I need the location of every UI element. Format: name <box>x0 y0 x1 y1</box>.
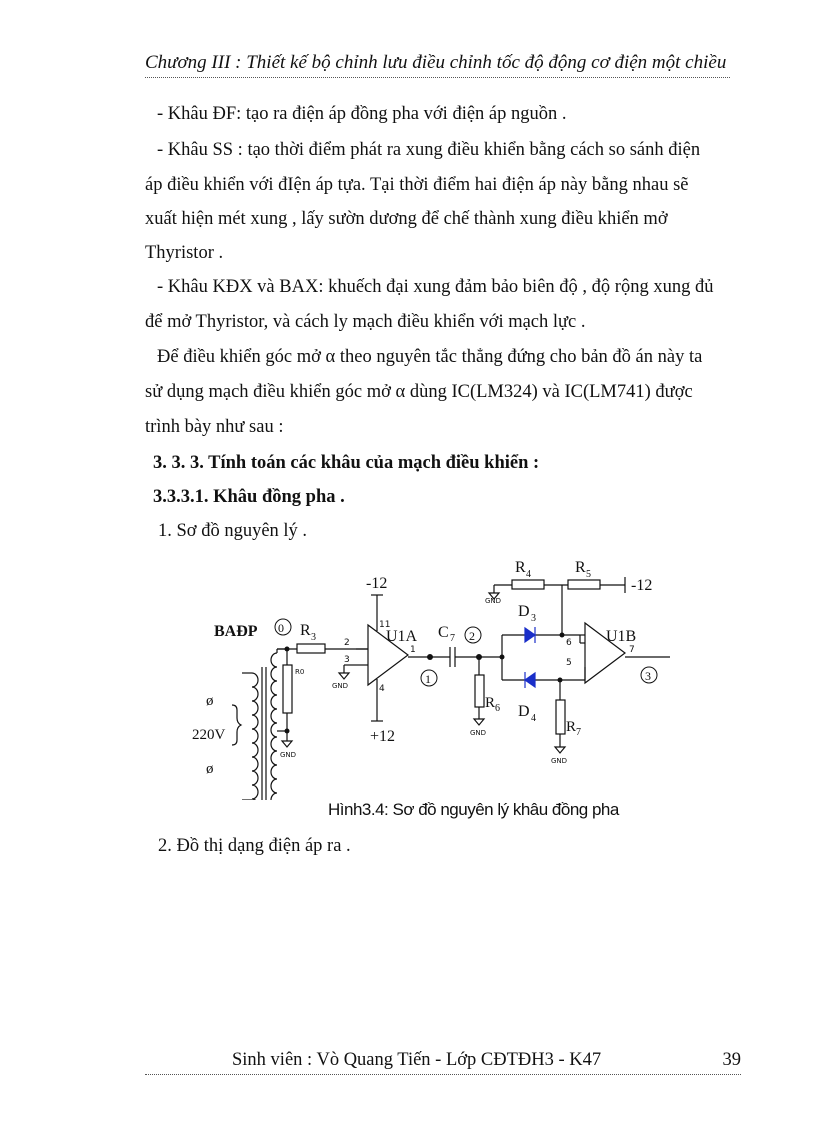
list-item: 2. Đồ thị dạng điện áp ra . <box>158 836 351 856</box>
d4-subscript: 4 <box>531 713 536 724</box>
node-2-label: 2 <box>469 629 475 643</box>
gnd-label: GND <box>280 751 297 759</box>
positive-supply-label: +12 <box>370 728 396 745</box>
r0-label: R0 <box>295 668 305 676</box>
r3-subscript: 3 <box>311 632 316 643</box>
pin-label: 4 <box>379 684 385 694</box>
gnd-label: GND <box>551 757 568 765</box>
ground-symbol-r6 <box>474 719 484 725</box>
paragraph-line: - Khâu ĐF: tạo ra điện áp đồng pha với điện áp nguồn . <box>157 104 567 124</box>
resistor-r4 <box>512 580 544 589</box>
r7-subscript: 7 <box>576 727 581 738</box>
u1a-label: U1A <box>386 628 418 645</box>
node-1-label: 1 <box>425 672 431 686</box>
ground-symbol-u1a <box>339 673 349 679</box>
paragraph-line: xuất hiện mét xung , lấy sườn dương để chế thành xung điều khiển mở <box>145 209 668 229</box>
phase-sync-circuit-diagram <box>180 555 690 800</box>
node-3-label: 3 <box>645 669 651 683</box>
pin-label: 7 <box>629 645 635 655</box>
resistor-r5 <box>568 580 600 589</box>
pin-label: 1 <box>410 645 416 655</box>
pin-label: 3 <box>344 655 350 665</box>
resistor-r0 <box>283 665 292 713</box>
phase-bottom-symbol: ø <box>206 761 214 777</box>
paragraph-line: Để điều khiển góc mở α theo nguyên tắc thẳng đứng cho bản đồ án này ta <box>157 347 703 367</box>
diode-d3 <box>525 628 535 642</box>
pin-label: 5 <box>566 658 572 668</box>
resistor-r7 <box>556 700 565 734</box>
r4-subscript: 4 <box>526 569 531 580</box>
gnd-label: GND <box>470 729 487 737</box>
r6-subscript: 6 <box>495 703 500 714</box>
phase-top-symbol: ø <box>206 693 214 709</box>
r4-label: R <box>515 559 526 576</box>
transformer-primary-coil <box>252 673 258 800</box>
d3-subscript: 3 <box>531 613 536 624</box>
subsection-heading: 3.3.3.1. Khâu đồng pha . <box>153 487 345 507</box>
paragraph-line: sử dụng mạch điều khiển góc mở α dùng IC(LM324) và IC(LM741) được <box>145 382 693 402</box>
paragraph-line: Thyristor . <box>145 243 224 263</box>
paragraph-line: áp điều khiển với đIện áp tựa. Tại thời điểm hai điện áp này bằng nhau sẽ <box>145 175 689 195</box>
r6-label: R <box>485 695 496 711</box>
section-heading: 3. 3. 3. Tính toán các khâu của mạch điều khiển : <box>153 453 540 473</box>
voltage-label: 220V <box>192 727 226 743</box>
page-header: Chương III : Thiết kế bộ chỉnh lưu điều chỉnh tốc độ động cơ điện một chiều <box>145 52 730 78</box>
r7-label: R <box>566 719 577 735</box>
gnd-label: GND <box>485 597 502 605</box>
resistor-r3 <box>297 644 325 653</box>
pin-label: 6 <box>566 638 572 648</box>
resistor-r6 <box>475 675 484 707</box>
negative-supply-label: -12 <box>366 575 388 592</box>
c7-subscript: 7 <box>450 633 455 644</box>
u1b-label: U1B <box>606 628 637 645</box>
ground-symbol-r0 <box>282 741 292 747</box>
paragraph-line: - Khâu SS : tạo thời điểm phát ra xung điều khiển bằng cách so sánh điện <box>157 140 701 160</box>
footer-author: Sinh viên : Vò Quang Tiến - Lớp CĐTĐH3 - K47 <box>232 1050 602 1070</box>
voltage-brace <box>232 705 241 745</box>
pin-label: 2 <box>344 638 350 648</box>
paragraph-line: - Khâu KĐX và BAX: khuếch đại xung đảm bảo biên độ , độ rộng xung đủ <box>157 277 714 297</box>
c7-label: C <box>438 624 449 641</box>
r3-label: R <box>300 622 311 639</box>
diode-d4 <box>525 673 535 687</box>
d3-label: D <box>518 603 530 620</box>
page-footer <box>145 1050 741 1075</box>
r5-label: R <box>575 559 586 576</box>
page-number: 39 <box>722 1050 741 1070</box>
gnd-label: GND <box>332 682 349 690</box>
list-item: 1. Sơ đồ nguyên lý . <box>158 521 308 541</box>
r5-subscript: 5 <box>586 569 591 580</box>
d4-label: D <box>518 703 530 720</box>
figure-caption: Hình3.4: Sơ đồ nguyên lý khâu đồng pha <box>328 800 619 819</box>
node-0-label: 0 <box>278 621 284 635</box>
ground-symbol-r7 <box>555 747 565 753</box>
r5-supply-label: -12 <box>631 577 653 594</box>
paragraph-line: trình bày như sau : <box>145 417 284 437</box>
transformer-secondary-coil <box>271 653 277 800</box>
paragraph-line: để mở Thyristor, và cách ly mạch điều khiển với mạch lực . <box>145 312 586 332</box>
pin-label: 11 <box>379 620 391 630</box>
input-label: BAĐP <box>214 623 258 640</box>
